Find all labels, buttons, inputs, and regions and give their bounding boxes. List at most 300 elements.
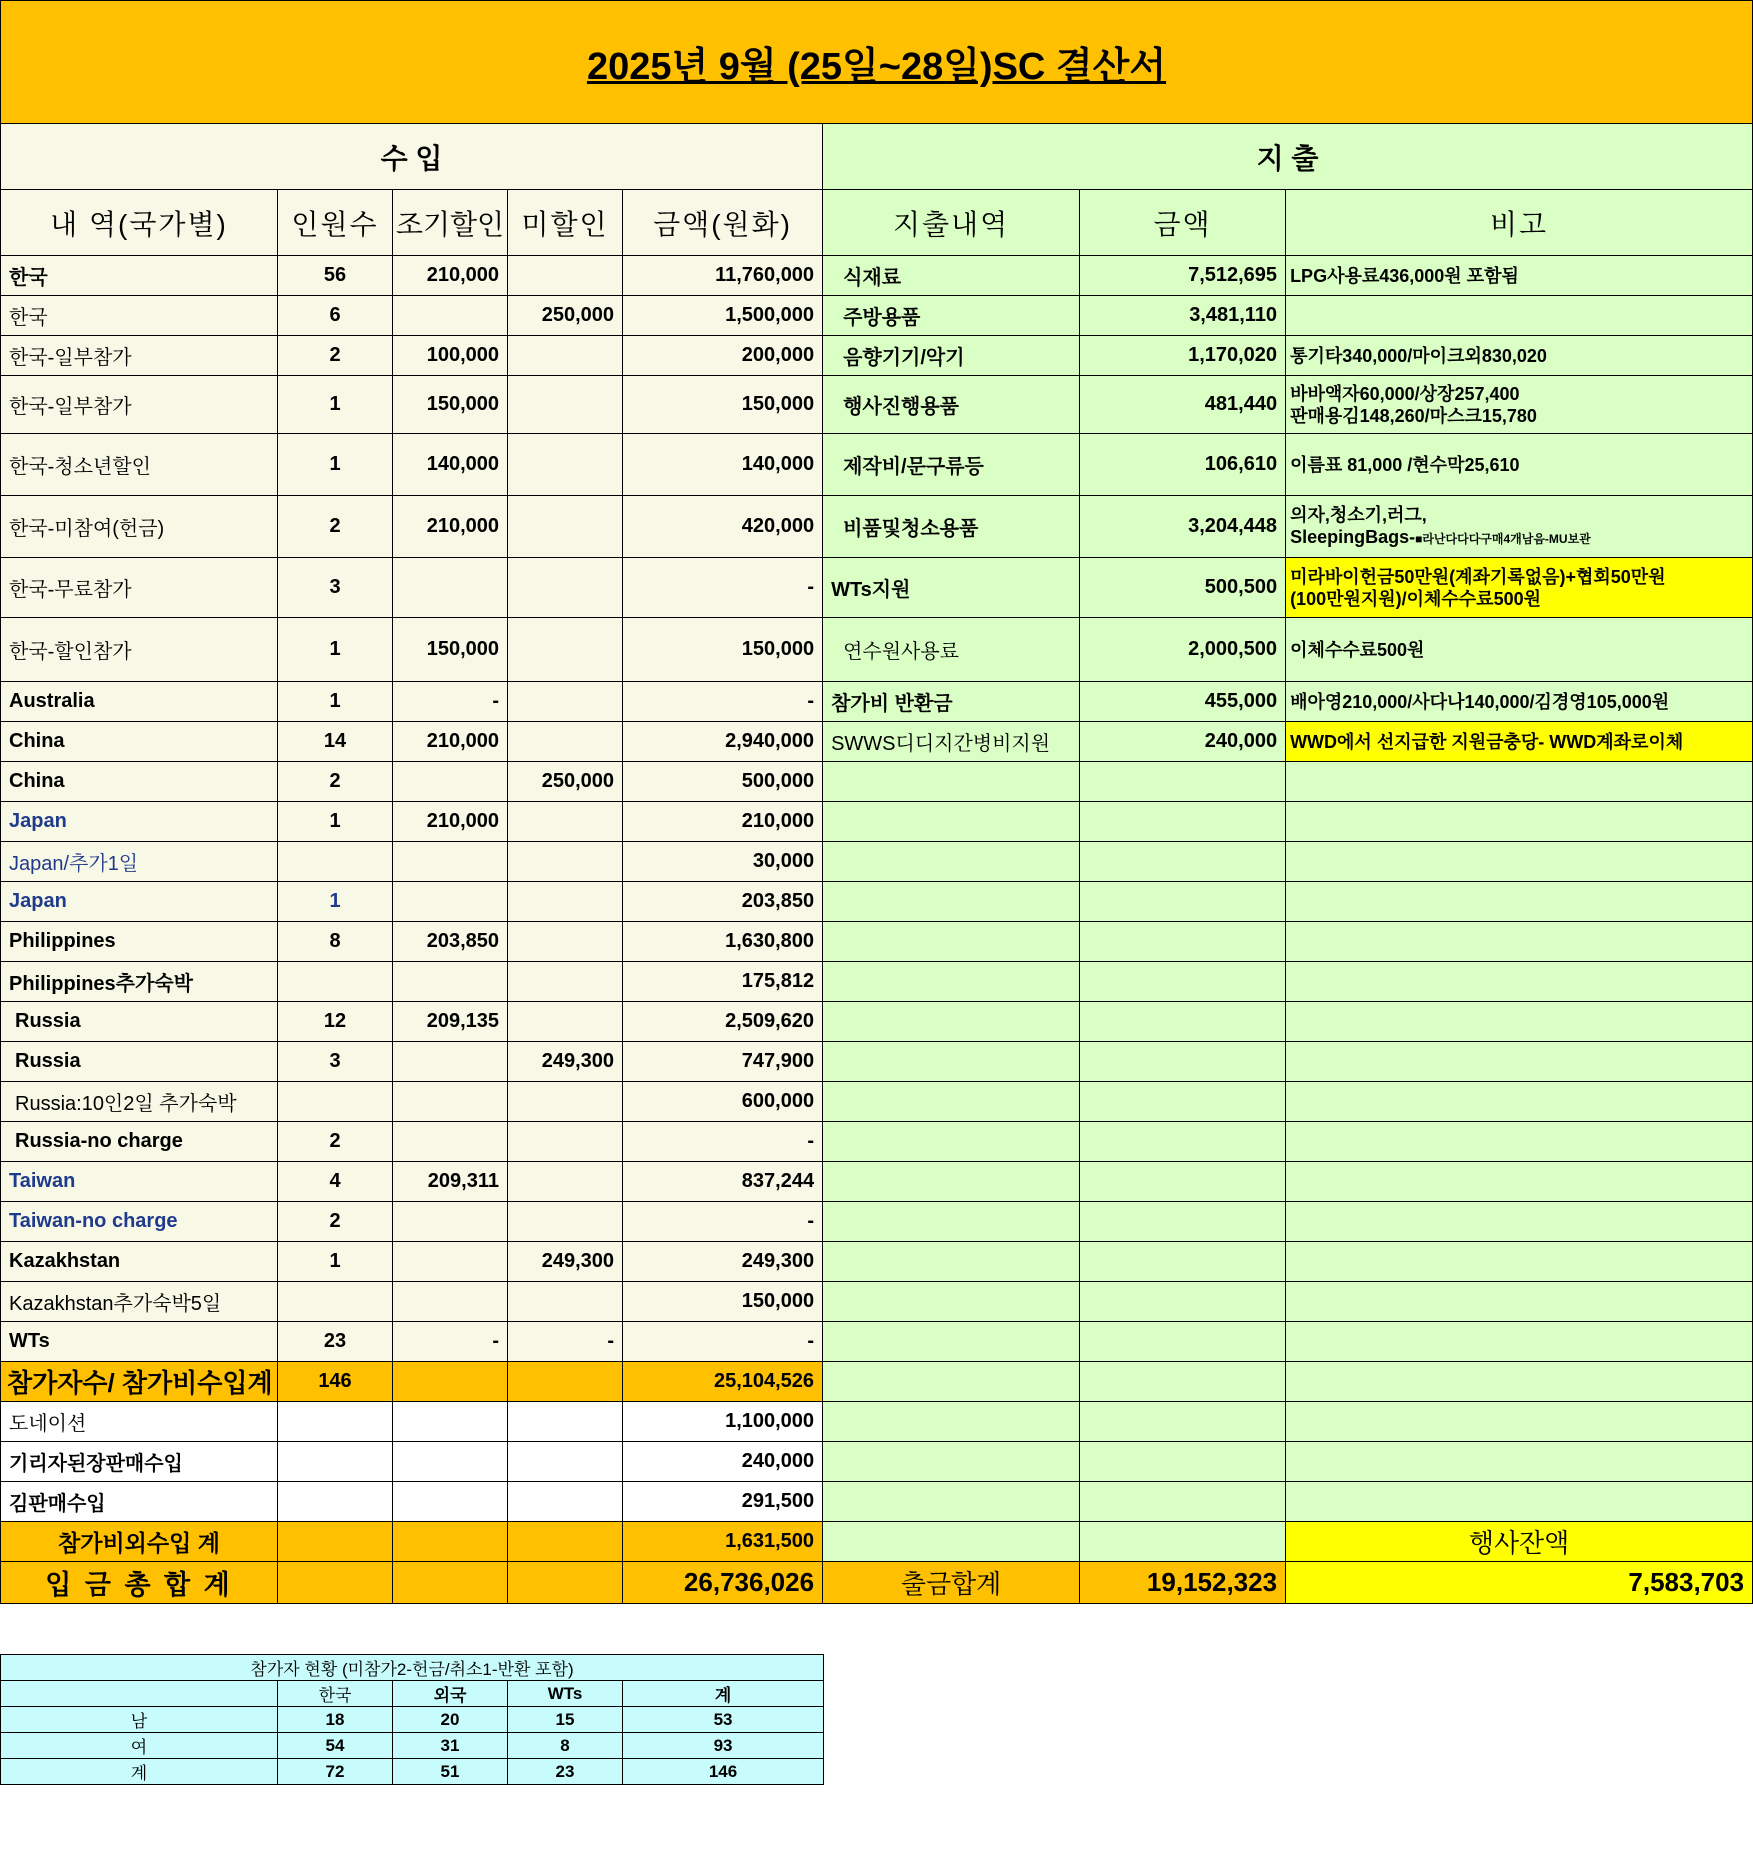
- expense-remark: [1286, 376, 1753, 434]
- table-row: [1, 722, 1753, 762]
- income-nodisc: [508, 1282, 623, 1322]
- stats-row-label: 여: [1, 1733, 278, 1759]
- table-row: [1, 802, 1753, 842]
- table-row: [1, 296, 1753, 336]
- expense-item-empty: [823, 1162, 1080, 1202]
- other-empty: [278, 1402, 393, 1442]
- income-amount: 600,000: [623, 1082, 823, 1122]
- income-count: 3: [278, 1042, 393, 1082]
- subtotal-count: 146: [278, 1362, 393, 1402]
- table-row: [1, 1122, 1753, 1162]
- other-total-empty: [508, 1522, 623, 1562]
- expense-item-empty: [823, 1042, 1080, 1082]
- grand-expense-label: 출금합계: [823, 1562, 1080, 1604]
- col-header-count: 인원수: [278, 190, 393, 256]
- expense-item-empty: [823, 1202, 1080, 1242]
- income-nodisc: [508, 496, 623, 558]
- table-row: [1, 618, 1753, 682]
- table-row: [1, 1202, 1753, 1242]
- expense-remark: [1286, 722, 1753, 762]
- income-item: 한국-할인참가: [1, 618, 278, 682]
- other-income-amount: 291,500: [623, 1482, 823, 1522]
- income-count: 23: [278, 1322, 393, 1362]
- other-empty: [393, 1442, 508, 1482]
- income-amount: 150,000: [623, 1282, 823, 1322]
- other-empty: [508, 1402, 623, 1442]
- expense-item-empty: [823, 1402, 1080, 1442]
- income-amount: 210,000: [623, 802, 823, 842]
- income-item: Russia: [1, 1042, 278, 1082]
- income-early: 209,311: [393, 1162, 508, 1202]
- stats-col-header: WTs: [508, 1681, 623, 1707]
- other-empty: [278, 1442, 393, 1482]
- income-item: Kazakhstan: [1, 1242, 278, 1282]
- income-count: 2: [278, 1202, 393, 1242]
- expense-amount: 240,000: [1080, 722, 1286, 762]
- col-header-amount: 금액(원화): [623, 190, 823, 256]
- table-row: [1, 1042, 1753, 1082]
- settlement-table: [0, 123, 1753, 1604]
- table-row: [1, 1162, 1753, 1202]
- income-early: [393, 296, 508, 336]
- expense-item-empty: [823, 1322, 1080, 1362]
- expense-remark-empty: [1286, 1002, 1753, 1042]
- expense-item-empty: [823, 1362, 1080, 1402]
- income-count: [278, 842, 393, 882]
- expense-amount: 500,500: [1080, 558, 1286, 618]
- expense-item-empty: [823, 1482, 1080, 1522]
- grand-expense-amount: 19,152,323: [1080, 1562, 1286, 1604]
- expense-amount: 481,440: [1080, 376, 1286, 434]
- col-header-exp-amount: 금액: [1080, 190, 1286, 256]
- income-amount: 140,000: [623, 434, 823, 496]
- income-early: [393, 1042, 508, 1082]
- table-row: [1, 682, 1753, 722]
- grand-balance-amount: 7,583,703: [1286, 1562, 1753, 1604]
- other-income-amount: 1,100,000: [623, 1402, 823, 1442]
- expense-amount-empty: [1080, 762, 1286, 802]
- income-amount: 203,850: [623, 882, 823, 922]
- table-row: [1, 1282, 1753, 1322]
- income-count: 12: [278, 1002, 393, 1042]
- expense-item-empty: [823, 1442, 1080, 1482]
- income-item: Philippines추가숙박: [1, 962, 278, 1002]
- income-early: [393, 558, 508, 618]
- expense-amount-empty: [1080, 1202, 1286, 1242]
- income-item: WTs: [1, 1322, 278, 1362]
- income-item: Taiwan-no charge: [1, 1202, 278, 1242]
- other-empty: [393, 1482, 508, 1522]
- income-amount: 1,630,800: [623, 922, 823, 962]
- table-row: [1, 1322, 1753, 1362]
- expense-item: 음향기기/악기: [823, 336, 1080, 376]
- expense-remark: [1286, 618, 1753, 682]
- income-amount: -: [623, 1322, 823, 1362]
- income-item: Philippines: [1, 922, 278, 962]
- expense-remark-empty: [1286, 1042, 1753, 1082]
- income-item: Japan: [1, 882, 278, 922]
- income-early: [393, 1282, 508, 1322]
- expense-remark-empty: [1286, 882, 1753, 922]
- expense-amount-empty: [1080, 922, 1286, 962]
- income-nodisc: 250,000: [508, 762, 623, 802]
- subtotal-empty: [508, 1362, 623, 1402]
- income-nodisc: [508, 558, 623, 618]
- table-row: [1, 336, 1753, 376]
- remark-line: 이체수수료500원: [1290, 639, 1425, 660]
- expense-remark-empty: [1286, 1162, 1753, 1202]
- stats-row: [1, 1733, 824, 1759]
- expense-remark: [1286, 558, 1753, 618]
- income-item: 한국-일부참가: [1, 336, 278, 376]
- income-nodisc: [508, 922, 623, 962]
- expense-remark: [1286, 496, 1753, 558]
- expense-amount-empty: [1080, 1042, 1286, 1082]
- income-amount: -: [623, 558, 823, 618]
- other-total-amount: 1,631,500: [623, 1522, 823, 1562]
- table-row: [1, 434, 1753, 496]
- grand-empty: [508, 1562, 623, 1604]
- income-early: [393, 842, 508, 882]
- income-nodisc: [508, 256, 623, 296]
- income-amount: 1,500,000: [623, 296, 823, 336]
- grand-income-amount: 26,736,026: [623, 1562, 823, 1604]
- other-empty: [393, 1402, 508, 1442]
- stats-value: 72: [278, 1759, 393, 1785]
- income-item: Japan: [1, 802, 278, 842]
- income-count: 1: [278, 682, 393, 722]
- remark-line: 통기타340,000/마이크외830,020: [1290, 345, 1547, 366]
- grand-empty: [393, 1562, 508, 1604]
- expense-amount-empty: [1080, 1242, 1286, 1282]
- income-count: 1: [278, 1242, 393, 1282]
- stats-value: 51: [393, 1759, 508, 1785]
- expense-amount-empty: [1080, 1522, 1286, 1562]
- expense-remark-empty: [1286, 1242, 1753, 1282]
- remark-line: 이름표 81,000 /현수막25,610: [1290, 454, 1520, 475]
- income-nodisc: [508, 336, 623, 376]
- income-count: 1: [278, 802, 393, 842]
- income-amount: 175,812: [623, 962, 823, 1002]
- expense-item-empty: [823, 1122, 1080, 1162]
- income-nodisc: [508, 962, 623, 1002]
- table-row: [1, 558, 1753, 618]
- income-count: 56: [278, 256, 393, 296]
- remark-text: 판매용김148,260/마스크15,780: [1290, 405, 1537, 426]
- stats-header-row: [1, 1681, 824, 1707]
- income-item: Japan/추가1일: [1, 842, 278, 882]
- expense-remark-empty: [1286, 1202, 1753, 1242]
- col-header-exp-item: 지출내역: [823, 190, 1080, 256]
- table-row: [1, 1002, 1753, 1042]
- income-amount: 2,940,000: [623, 722, 823, 762]
- expense-amount-empty: [1080, 842, 1286, 882]
- income-item: 한국: [1, 296, 278, 336]
- income-amount: 837,244: [623, 1162, 823, 1202]
- expense-item-empty: [823, 762, 1080, 802]
- expense-amount-empty: [1080, 1402, 1286, 1442]
- stats-col-header: 한국: [278, 1681, 393, 1707]
- expense-amount-empty: [1080, 1162, 1286, 1202]
- income-early: 100,000: [393, 336, 508, 376]
- table-row: [1, 962, 1753, 1002]
- subtotal-amount: 25,104,526: [623, 1362, 823, 1402]
- expense-item-empty: [823, 802, 1080, 842]
- expense-amount-empty: [1080, 1122, 1286, 1162]
- expense-remark-empty: [1286, 802, 1753, 842]
- income-nodisc: [508, 1162, 623, 1202]
- remark-line: LPG사용료436,000원 포함됨: [1290, 265, 1519, 286]
- income-amount: -: [623, 682, 823, 722]
- expense-amount-empty: [1080, 802, 1286, 842]
- income-count: [278, 962, 393, 1002]
- other-income-item: 도네이션: [1, 1402, 278, 1442]
- income-amount: -: [623, 1202, 823, 1242]
- expense-section-header: 지 출: [823, 124, 1753, 190]
- income-early: 150,000: [393, 376, 508, 434]
- other-empty: [508, 1482, 623, 1522]
- stats-value: 93: [623, 1733, 824, 1759]
- expense-item-empty: [823, 1002, 1080, 1042]
- income-nodisc: [508, 802, 623, 842]
- table-row: [1, 496, 1753, 558]
- income-count: [278, 1082, 393, 1122]
- income-item: Kazakhstan추가숙박5일: [1, 1282, 278, 1322]
- income-count: 1: [278, 376, 393, 434]
- expense-amount-empty: [1080, 1322, 1286, 1362]
- other-total-row: [1, 1522, 1753, 1562]
- other-total-label: 참가비외수입 계: [1, 1522, 278, 1562]
- table-row: [1, 1482, 1753, 1522]
- income-amount: 249,300: [623, 1242, 823, 1282]
- table-row: [1, 1242, 1753, 1282]
- income-item: Russia: [1, 1002, 278, 1042]
- expense-item: WTs지원: [823, 558, 1080, 618]
- stats-row: [1, 1707, 824, 1733]
- income-nodisc: [508, 1002, 623, 1042]
- expense-remark-empty: [1286, 1282, 1753, 1322]
- income-early: 209,135: [393, 1002, 508, 1042]
- grand-empty: [278, 1562, 393, 1604]
- expense-amount-empty: [1080, 1082, 1286, 1122]
- income-count: [278, 1282, 393, 1322]
- expense-amount: 3,481,110: [1080, 296, 1286, 336]
- expense-remark: [1286, 256, 1753, 296]
- expense-remark: [1286, 296, 1753, 336]
- income-amount: 11,760,000: [623, 256, 823, 296]
- remark-line: 바바액자60,000/상장257,400: [1290, 383, 1520, 404]
- stats-value: 146: [623, 1759, 824, 1785]
- remark-line: 배아영210,000/사다나140,000/김경영105,000원: [1290, 691, 1670, 712]
- subtotal-row: [1, 1362, 1753, 1402]
- income-early: 203,850: [393, 922, 508, 962]
- income-nodisc: 249,300: [508, 1042, 623, 1082]
- expense-amount: 3,204,448: [1080, 496, 1286, 558]
- income-early: -: [393, 1322, 508, 1362]
- income-amount: -: [623, 1122, 823, 1162]
- stats-row-label: 계: [1, 1759, 278, 1785]
- other-income-item: 김판매수입: [1, 1482, 278, 1522]
- income-early: 210,000: [393, 722, 508, 762]
- income-nodisc: [508, 618, 623, 682]
- other-total-empty: [393, 1522, 508, 1562]
- income-early: 210,000: [393, 256, 508, 296]
- grand-income-label: 입 금 총 합 계: [1, 1562, 278, 1604]
- income-nodisc: [508, 1082, 623, 1122]
- income-nodisc: [508, 434, 623, 496]
- expense-amount: 106,610: [1080, 434, 1286, 496]
- income-count: 1: [278, 618, 393, 682]
- income-count: 8: [278, 922, 393, 962]
- expense-amount-empty: [1080, 1282, 1286, 1322]
- remark-text: SleepingBags-: [1290, 526, 1416, 547]
- income-item: 한국-무료참가: [1, 558, 278, 618]
- income-amount: 200,000: [623, 336, 823, 376]
- expense-item-empty: [823, 882, 1080, 922]
- income-section-header: 수 입: [1, 124, 823, 190]
- stats-value: 54: [278, 1733, 393, 1759]
- income-count: 2: [278, 762, 393, 802]
- remark-line: 의자,청소기,러그,: [1290, 504, 1427, 525]
- expense-remark: [1286, 434, 1753, 496]
- income-count: 1: [278, 434, 393, 496]
- income-amount: 500,000: [623, 762, 823, 802]
- income-nodisc: [508, 722, 623, 762]
- expense-remark-empty: [1286, 1122, 1753, 1162]
- expense-amount: 1,170,020: [1080, 336, 1286, 376]
- stats-row: [1, 1759, 824, 1785]
- participant-stats-table: [0, 1654, 824, 1785]
- income-item: Australia: [1, 682, 278, 722]
- income-amount: 30,000: [623, 842, 823, 882]
- expense-item: 참가비 반환금: [823, 682, 1080, 722]
- other-income-item: 기리자된장판매수입: [1, 1442, 278, 1482]
- expense-amount: 455,000: [1080, 682, 1286, 722]
- balance-label: 행사잔액: [1286, 1522, 1753, 1562]
- expense-remark-empty: [1286, 842, 1753, 882]
- income-nodisc: 250,000: [508, 296, 623, 336]
- expense-amount-empty: [1080, 1482, 1286, 1522]
- income-early: -: [393, 682, 508, 722]
- table-row: [1, 922, 1753, 962]
- table-row: [1, 762, 1753, 802]
- col-header-early: 조기할인: [393, 190, 508, 256]
- income-count: 2: [278, 1122, 393, 1162]
- table-row: [1, 1442, 1753, 1482]
- col-header-item: 내 역(국가별): [1, 190, 278, 256]
- subtotal-label: 참가자수/ 참가비수입계: [1, 1362, 278, 1402]
- income-early: [393, 1202, 508, 1242]
- income-nodisc: -: [508, 1322, 623, 1362]
- grand-total-row: [1, 1562, 1753, 1604]
- expense-remark-empty: [1286, 1322, 1753, 1362]
- stats-corner: [1, 1681, 278, 1707]
- income-count: 2: [278, 336, 393, 376]
- remark-text: (100만원지원)/이체수수료500원: [1290, 588, 1541, 609]
- expense-remark: [1286, 682, 1753, 722]
- income-early: [393, 1082, 508, 1122]
- expense-item-empty: [823, 1522, 1080, 1562]
- income-item: 한국: [1, 256, 278, 296]
- income-nodisc: [508, 682, 623, 722]
- page-title: 2025년 9월 (25일~28일)SC 결산서: [586, 45, 1167, 88]
- income-early: [393, 762, 508, 802]
- expense-item: 식재료: [823, 256, 1080, 296]
- expense-amount-empty: [1080, 1002, 1286, 1042]
- income-amount: 2,509,620: [623, 1002, 823, 1042]
- col-header-nodisc: 미할인: [508, 190, 623, 256]
- income-item: 한국-일부참가: [1, 376, 278, 434]
- expense-item-empty: [823, 1082, 1080, 1122]
- remark-line: [1290, 405, 1748, 427]
- expense-remark-empty: [1286, 1482, 1753, 1522]
- expense-item: 행사진행용품: [823, 376, 1080, 434]
- income-amount: 150,000: [623, 376, 823, 434]
- income-early: [393, 1242, 508, 1282]
- stats-value: 20: [393, 1707, 508, 1733]
- stats-title: 참가자 현황 (미참가2-헌금/취소1-반환 포함): [1, 1655, 824, 1681]
- table-row: [1, 1402, 1753, 1442]
- stats-col-header: 외국: [393, 1681, 508, 1707]
- other-empty: [278, 1482, 393, 1522]
- other-total-empty: [278, 1522, 393, 1562]
- expense-amount-empty: [1080, 1362, 1286, 1402]
- expense-item-empty: [823, 1242, 1080, 1282]
- stats-value: 8: [508, 1733, 623, 1759]
- expense-item-empty: [823, 922, 1080, 962]
- stats-value: 15: [508, 1707, 623, 1733]
- stats-value: 53: [623, 1707, 824, 1733]
- expense-remark-empty: [1286, 1082, 1753, 1122]
- income-count: 2: [278, 496, 393, 558]
- expense-remark-empty: [1286, 1402, 1753, 1442]
- income-early: [393, 1122, 508, 1162]
- income-nodisc: [508, 882, 623, 922]
- other-empty: [508, 1442, 623, 1482]
- subtotal-empty: [393, 1362, 508, 1402]
- income-item: Russia:10인2일 추가숙박: [1, 1082, 278, 1122]
- expense-remark-empty: [1286, 962, 1753, 1002]
- income-early: 210,000: [393, 802, 508, 842]
- expense-remark-empty: [1286, 762, 1753, 802]
- expense-remark-empty: [1286, 922, 1753, 962]
- expense-amount-empty: [1080, 882, 1286, 922]
- stats-value: 31: [393, 1733, 508, 1759]
- stats-col-header: 계: [623, 1681, 824, 1707]
- income-count: 1: [278, 882, 393, 922]
- table-row: [1, 842, 1753, 882]
- title-bar: [0, 0, 1753, 124]
- expense-item-empty: [823, 962, 1080, 1002]
- income-early: 210,000: [393, 496, 508, 558]
- income-item: China: [1, 722, 278, 762]
- income-amount: 420,000: [623, 496, 823, 558]
- remark-line: [1290, 526, 1748, 550]
- expense-item: SWWS디디지간병비지원: [823, 722, 1080, 762]
- expense-remark-empty: [1286, 1362, 1753, 1402]
- table-row: [1, 882, 1753, 922]
- income-nodisc: [508, 842, 623, 882]
- remark-small-text: ■라난다다다구매4개남음-MU보관: [1415, 531, 1591, 546]
- income-count: 6: [278, 296, 393, 336]
- income-early: [393, 962, 508, 1002]
- income-early: [393, 882, 508, 922]
- expense-item: 주방용품: [823, 296, 1080, 336]
- income-amount: 747,900: [623, 1042, 823, 1082]
- stats-value: 18: [278, 1707, 393, 1733]
- remark-line: [1290, 588, 1748, 610]
- income-item: 한국-청소년할인: [1, 434, 278, 496]
